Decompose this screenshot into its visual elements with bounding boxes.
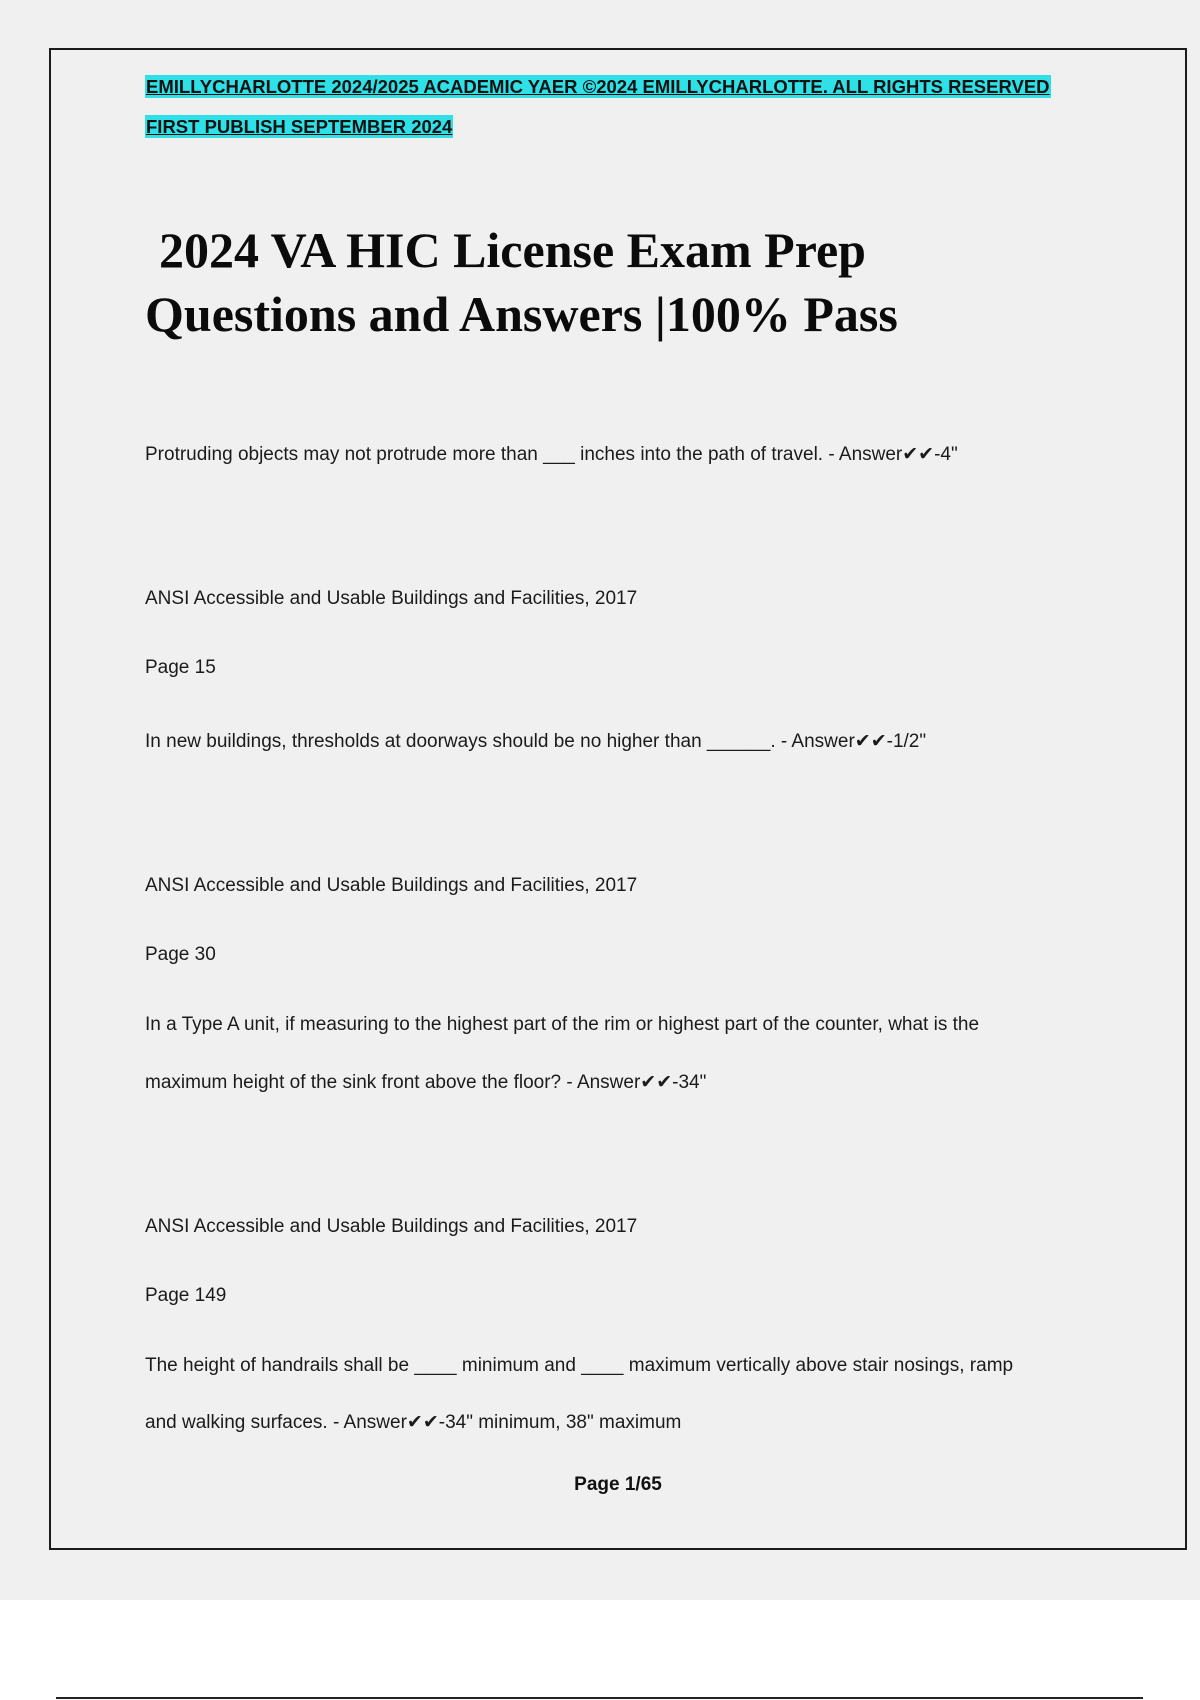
copyright-header: EMILLYCHARLOTTE 2024/2025 ACADEMIC YAER ©2024 EMILLYCHARLOTTE. ALL RIGHTS RESERVED [146, 76, 1050, 97]
question-1: Protruding objects may not protrude more than ___ inches into the path of travel. - Answer✔✔-4" [145, 444, 958, 465]
title-line-1: 2024 VA HIC License Exam Prep [159, 222, 866, 278]
page-ref-2: Page 30 [145, 944, 216, 965]
source-1: ANSI Accessible and Usable Buildings and Facilities, 2017 [145, 588, 638, 609]
title-line-2: Questions and Answers |100% Pass [145, 286, 898, 342]
question-3-line-1: In a Type A unit, if measuring to the highest part of the rim or highest part of the counter, what is the [145, 1014, 980, 1035]
question-2: In new buildings, thresholds at doorways should be no higher than ______. - Answer✔✔-1/2" [145, 731, 927, 752]
source-2: ANSI Accessible and Usable Buildings and Facilities, 2017 [145, 875, 638, 896]
next-page-top-border [56, 1697, 1143, 1699]
document-title [145, 218, 1105, 346]
question-4-line-2: and walking surfaces. - Answer✔✔-34" minimum, 38" maximum [145, 1412, 682, 1433]
question-4-line-1: The height of handrails shall be ____ minimum and ____ maximum vertically above stair nosings, ramp [145, 1355, 1014, 1376]
source-3: ANSI Accessible and Usable Buildings and Facilities, 2017 [145, 1216, 638, 1237]
question-3-line-2: maximum height of the sink front above the floor? - Answer✔✔-34" [145, 1072, 707, 1093]
page-ref-3: Page 149 [145, 1285, 227, 1306]
page-indicator: Page 1/65 [574, 1474, 662, 1495]
publish-date-header: FIRST PUBLISH SEPTEMBER 2024 [146, 116, 453, 137]
page-ref-1: Page 15 [145, 657, 216, 678]
